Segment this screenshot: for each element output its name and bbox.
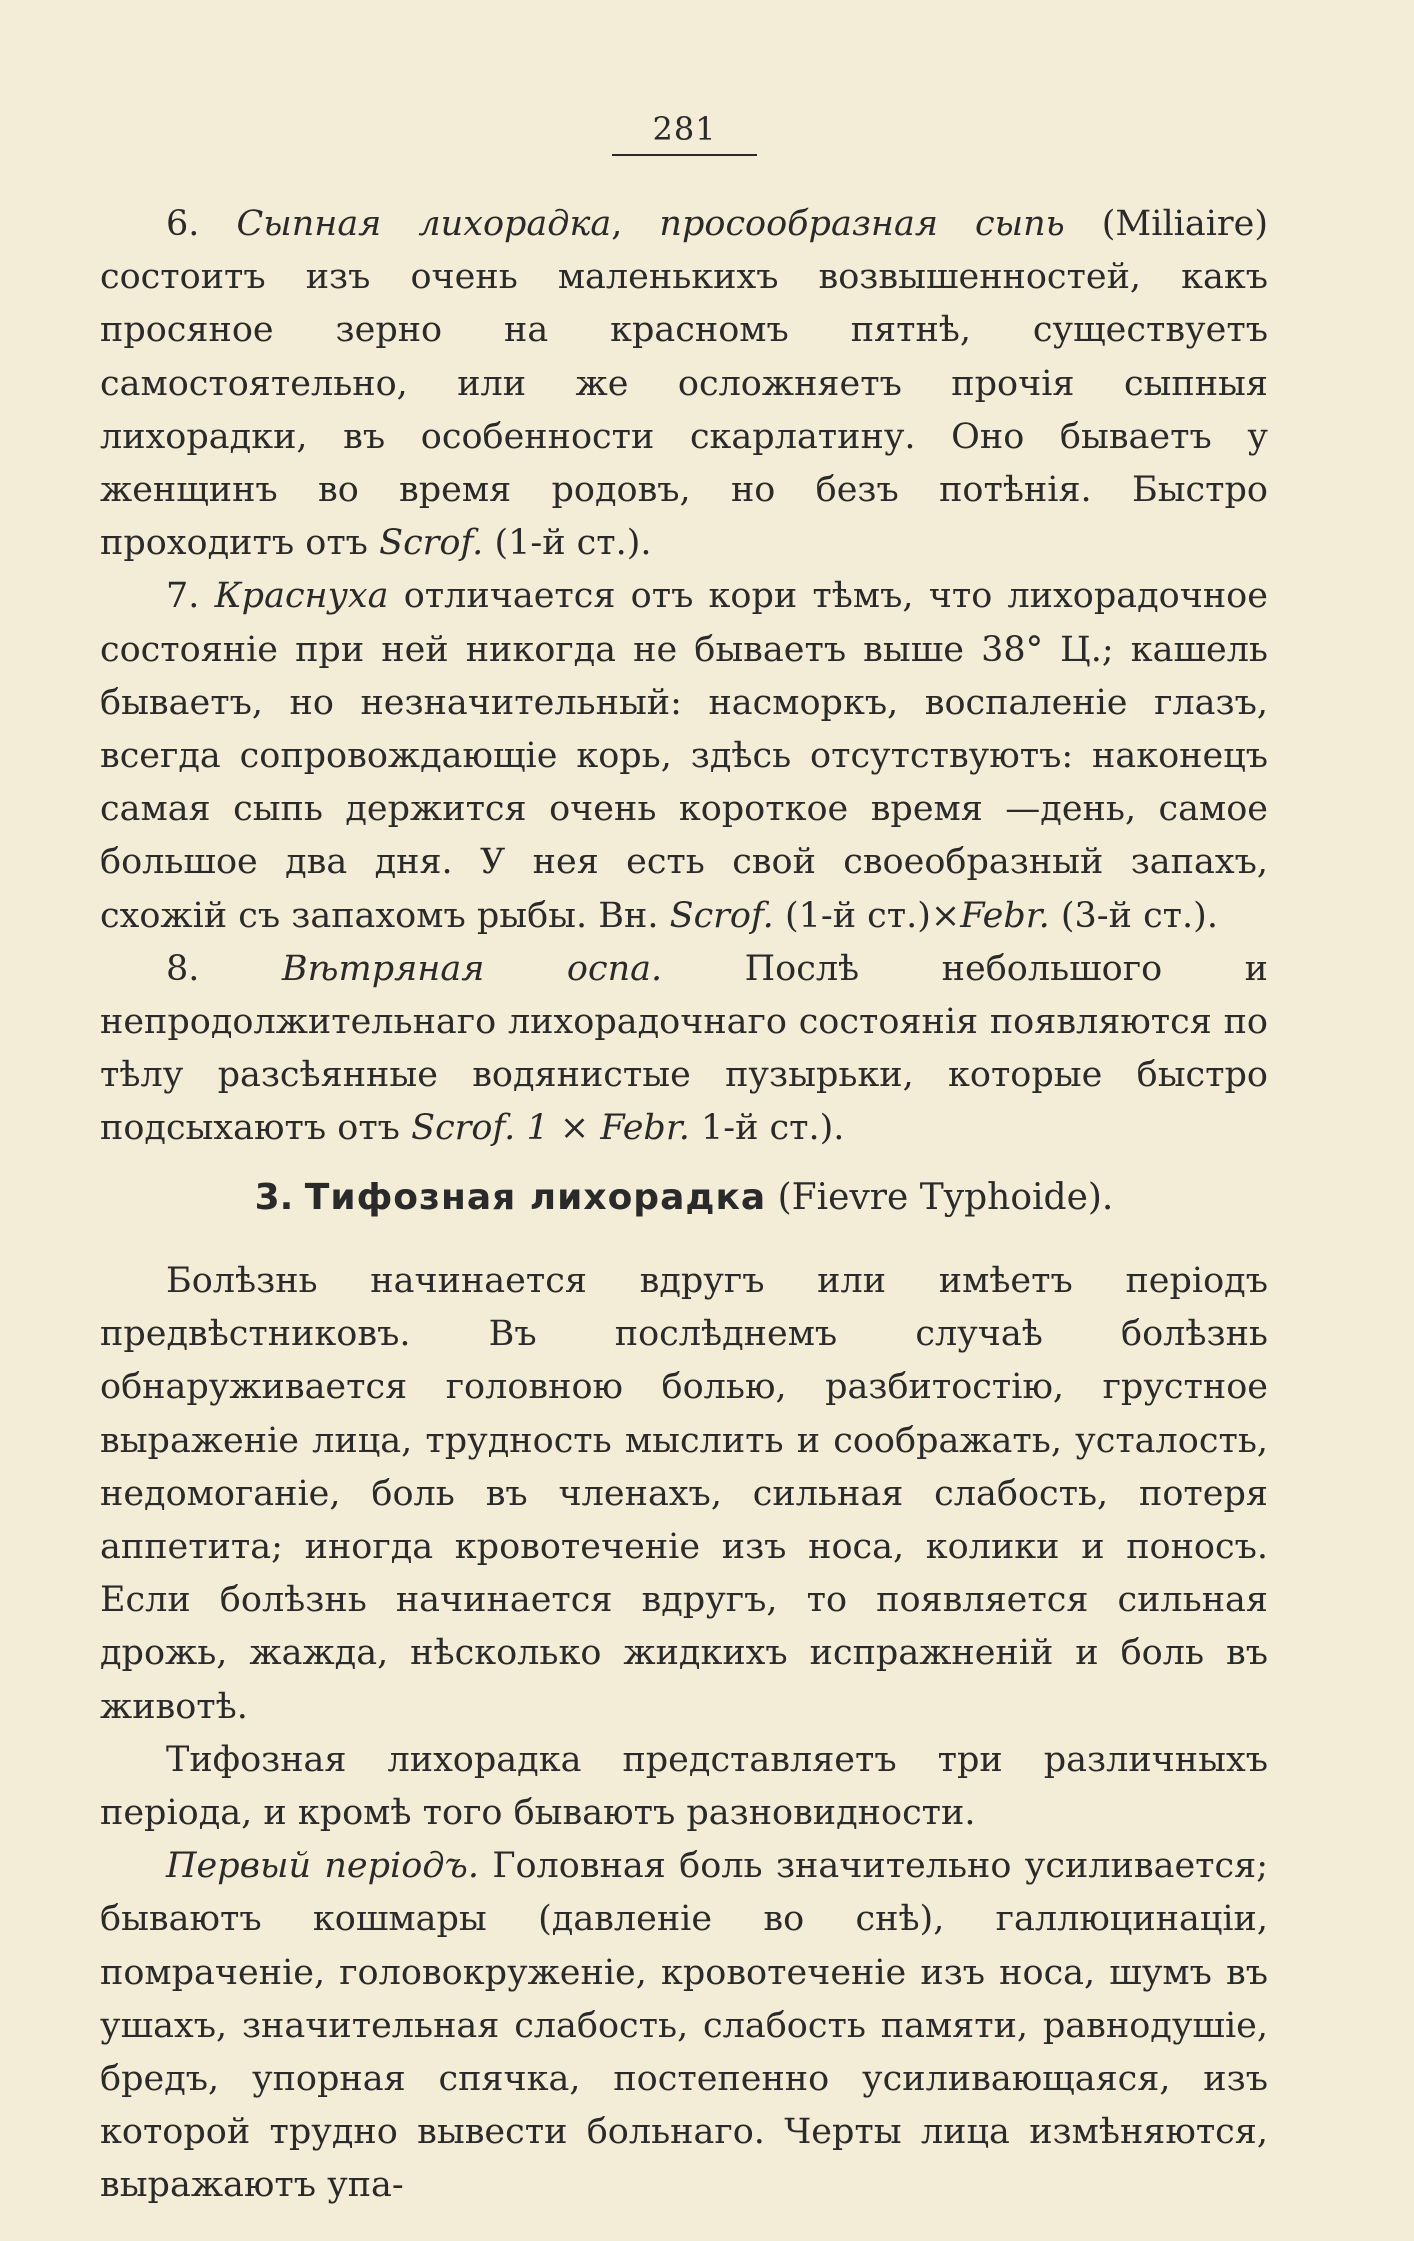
entry-title: Сыпная лихорадка <box>236 204 612 244</box>
entry-8 <box>100 943 1268 1156</box>
remedy-name-2: Febr. <box>960 895 1050 936</box>
section-title: Тифозная лихорадка <box>304 1177 767 1218</box>
section-body <box>100 1255 1268 2213</box>
paragraph-onset: Болѣзнь начинается вдругъ или имѣетъ періодъ предвѣстниковъ. Въ послѣднемъ случаѣ болѣзнь обнаруживается головною болью, разбитостію, грустное выраженіе лица, трудность мыслить и соображать, усталость, недомоганіе, боль въ членахъ, сильная слабость, потеря аппетита; иногда кровотеченіе изъ носа, колики и поносъ. Если болѣзнь начинается вдругъ, то появляется сильная дрожь, жажда, нѣсколько жидкихъ испражненій и боль въ животѣ. <box>100 1261 1268 1727</box>
entry-number: 7. <box>166 576 200 617</box>
entry-tail: (3-й ст.). <box>1060 895 1218 936</box>
remedy-name: Scrof. <box>411 1108 516 1149</box>
entry-number: 8. <box>166 948 200 989</box>
remedy-name: Scrof. <box>379 523 484 564</box>
entry-number: 6. <box>166 204 200 244</box>
entry-title: Краснуха <box>214 576 389 617</box>
entry-title: Вѣтряная оспа. <box>281 948 663 989</box>
entry-tail: 1-й ст.). <box>700 1108 845 1149</box>
entry-6 <box>100 198 1268 570</box>
entry-text: Послѣ небольшого и непродолжительнаго лихорадочнаго состоянія появляются по тѣлу разсѣянные водянистые пузырьки, которые быстро подсыхаютъ отъ <box>100 948 1268 1149</box>
entries-block <box>100 198 1268 1156</box>
section-number: 3. <box>254 1177 294 1218</box>
entry-separator: , <box>611 204 623 244</box>
section-latin-title: (Fievre Typhoide). <box>777 1177 1114 1218</box>
paragraph-first-period <box>100 1840 1268 2212</box>
paragraph-lead: Первый періодъ. <box>166 1846 479 1887</box>
remedy-name-2: Febr. <box>600 1108 690 1149</box>
page-number: 281 <box>612 110 757 156</box>
entry-text: отличается отъ кори тѣмъ, что лихорадочное состояніе при ней никогда не бываетъ выше 38° Ц.; кашель бываетъ, но незначительный: насморкъ, воспаленіе глазъ, всегда сопровождающіе корь, здѣсь отсутствуютъ: наконецъ самая сыпь держится очень короткое время —день, самое большое два дня. У нея есть свой своеобразный запахъ, схожій съ запахомъ рыбы. Вн. <box>100 576 1268 936</box>
times-sign: × <box>930 895 961 936</box>
remedy-dose: 1 <box>526 1108 549 1149</box>
entry-mid: (1-й ст.) <box>784 895 931 936</box>
remedy-name: Scrof. <box>669 895 774 936</box>
entry-text: (Miliaire) состоитъ изъ очень маленькихъ возвышенностей, какъ просяное зерно на красномъ пятнѣ, существуетъ самостоятельно, или же осложняетъ прочія сыпныя лихорадки, въ особенности скарлатину. Оно бываетъ у женщинъ во время родовъ, но безъ потѣнія. Быстро проходитъ отъ <box>100 204 1268 564</box>
paragraph-periods: Тифозная лихорадка представляетъ три различныхъ періода, и кромѣ того бываютъ разновидности. <box>100 1739 1268 1834</box>
section-heading <box>100 1170 1268 1226</box>
entry-tail: (1-й ст.). <box>494 523 652 564</box>
entry-7 <box>100 570 1268 942</box>
paragraph-text: Головная боль значительно усиливается; бываютъ кошмары (давленіе во снѣ), галлюцинаціи, помраченіе, головокруженіе, кровотеченіе изъ носа, шумъ въ ушахъ, значительная слабость, слабость памяти, равнодушіе, бредъ, упорная спячка, постепенно усиливающаяся, изъ которой трудно вывести больнаго. Черты лица измѣняются, выражаютъ упа- <box>100 1846 1269 2206</box>
entry-alt-title: просообразная сыпь <box>659 204 1065 244</box>
times-sign: × <box>559 1108 590 1149</box>
